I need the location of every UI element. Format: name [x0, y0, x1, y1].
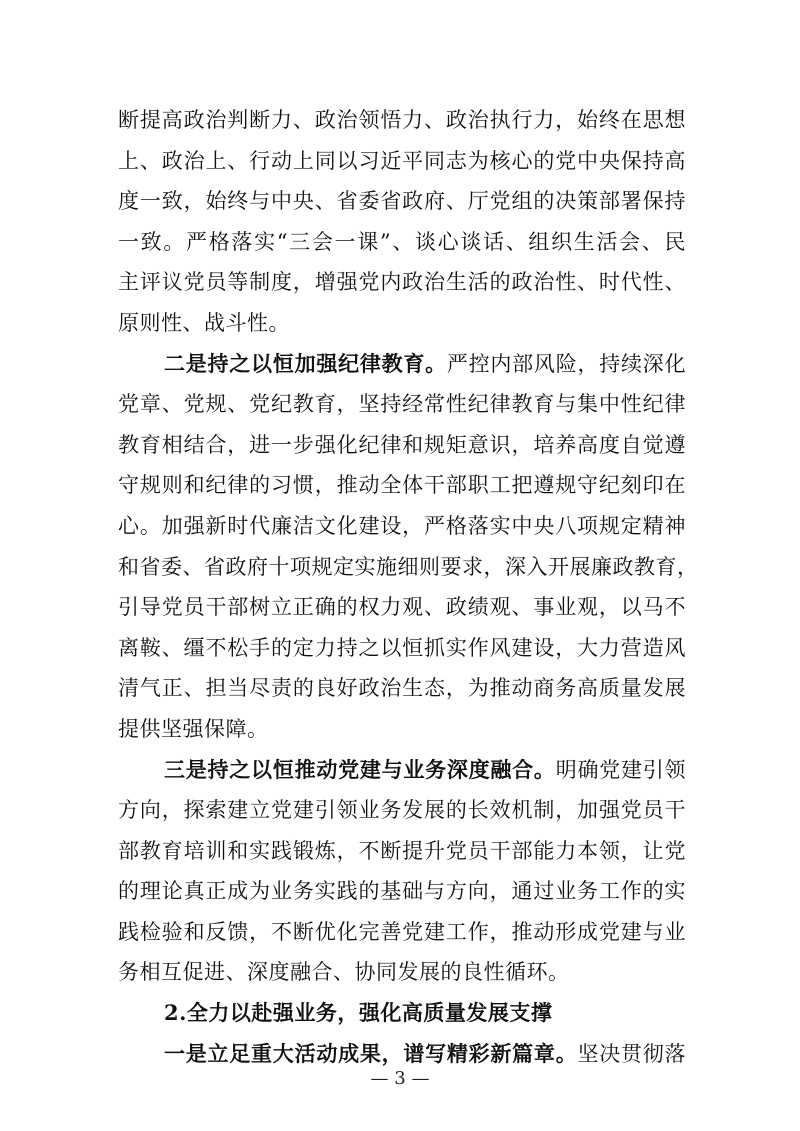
- text-line: 断提高政治判断力、政治领悟力、政治执行力，始终在思想: [118, 108, 686, 132]
- body-text: [118, 100, 699, 1074]
- text-line: 提供坚强保障。: [118, 716, 269, 741]
- text-line: 守规则和纪律的习惯，推动全体干部职工把遵规守纪刻印在: [118, 473, 686, 498]
- text-run: 严控内部风险，持续深化: [446, 351, 686, 376]
- text-line: 一致。严格落实“三会一课”、谈心谈话、组织生活会、民: [118, 229, 686, 254]
- text-line: 主评议党员等制度，增强党内政治生活的政治性、时代性、: [118, 270, 686, 295]
- text-line: 部教育培训和实践锻炼，不断提升党员干部能力本领，让党: [118, 838, 686, 863]
- text-line: 度一致，始终与中央、省委省政府、厅党组的决策部署保持: [118, 189, 686, 214]
- section-heading: [118, 993, 686, 1034]
- text-line: 方向，探索建立党建引领业务发展的长效机制，加强党员干: [118, 798, 686, 823]
- text-line: 原则性、战斗性。: [118, 310, 290, 335]
- paragraph-heading: 一是立足重大活动成果，谱写精彩新篇章。: [164, 1040, 578, 1066]
- text-line: 清气正、担当尽责的良好政治生态，为推动商务高质量发展: [118, 676, 686, 701]
- text-line: 的理论真正成为业务实践的基础与方向，通过业务工作的实: [118, 879, 686, 904]
- text-line: 上、政治上、行动上同以习近平同志为核心的党中央保持高: [118, 148, 686, 173]
- text-line: 践检验和反馈，不断优化完善党建工作，推动形成党建与业: [118, 919, 686, 944]
- section-heading-text: 2.全力以赴强业务，强化高质量发展支撑: [164, 1000, 553, 1026]
- paragraph-heading: 二是持之以恒加强纪律教育。: [164, 350, 447, 376]
- text-line: [118, 344, 686, 385]
- text-run: 明确党建引领: [555, 757, 687, 782]
- text-run: 坚决贯彻落: [577, 1041, 687, 1066]
- text-line: 离鞍、缰不松手的定力持之以恒抓实作风建设，大力营造风: [118, 635, 686, 660]
- text-line: 心。加强新时代廉洁文化建设，严格落实中央八项规定精神: [118, 513, 686, 538]
- text-line: 和省委、省政府十项规定实施细则要求，深入开展廉政教育，: [118, 554, 699, 579]
- text-line: 教育相结合，进一步强化纪律和规矩意识，培养高度自觉遵: [118, 432, 686, 457]
- page-number: — 3 —: [370, 1068, 430, 1089]
- paragraph-heading: 三是持之以恒推动党建与业务深度融合。: [164, 756, 556, 782]
- text-line: 务相互促进、深度融合、协同发展的良性循环。: [118, 960, 570, 985]
- text-line: 党章、党规、党纪教育，坚持经常性纪律教育与集中性纪律: [118, 392, 686, 417]
- text-line: 引导党员干部树立正确的权力观、政绩观、事业观，以马不: [118, 595, 686, 620]
- text-line: [118, 750, 686, 791]
